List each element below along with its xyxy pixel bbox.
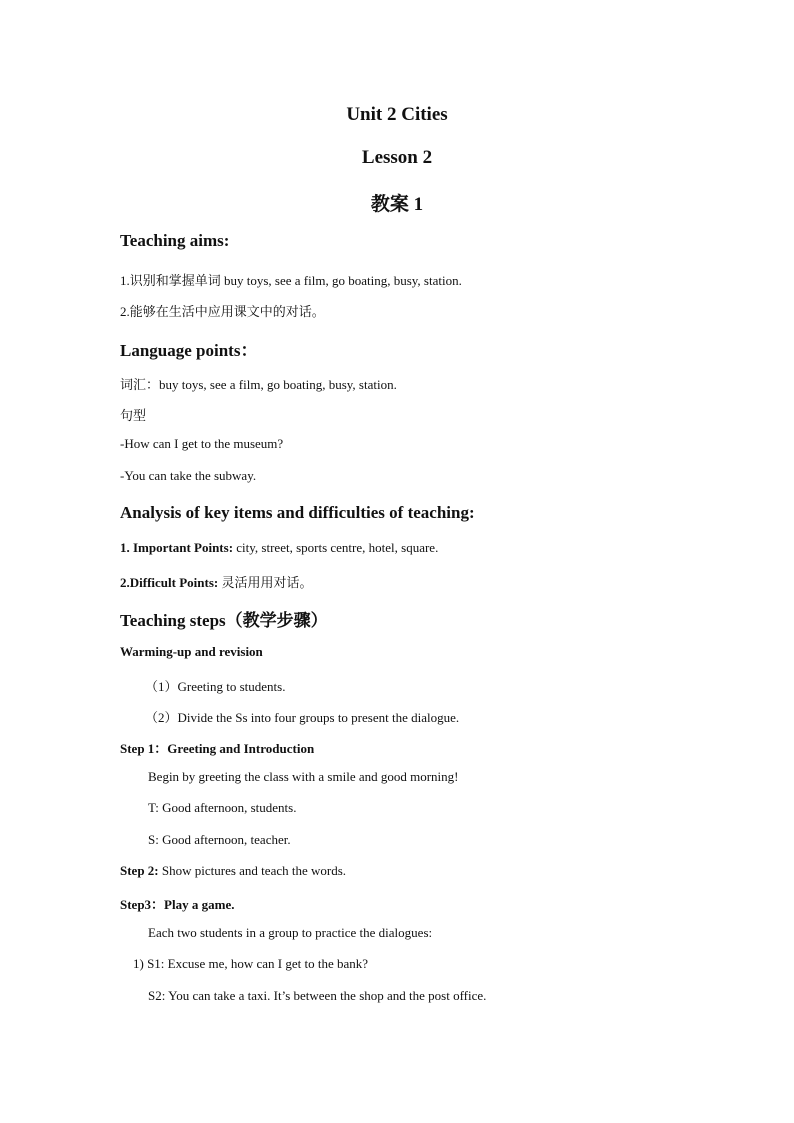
teaching-aims-heading: Teaching aims:: [120, 231, 230, 250]
step-1-line-3: S: Good afternoon, teacher.: [148, 832, 291, 847]
step-2-line: [120, 863, 346, 879]
step-1-line-2: T: Good afternoon, students.: [148, 800, 297, 815]
step-3-label: Step3：Play a game.: [120, 897, 235, 912]
important-points-label: 1. Important Points:: [120, 540, 234, 555]
step-3-intro: Each two students in a group to practice the dialogues:: [148, 925, 433, 940]
teaching-aim-2: 2.能够在生活中应用课文中的对话。: [120, 304, 325, 319]
difficult-points-label: 2.Difficult Points:: [120, 575, 219, 590]
sentence-pattern-label: 句型: [120, 408, 147, 423]
teaching-aim-1: 1.识别和掌握单词 buy toys, see a film, go boating, busy, station.: [120, 273, 462, 288]
lesson-plan-label: 教案 1: [370, 194, 424, 215]
sentence-pattern-2: -You can take the subway.: [120, 468, 257, 483]
sentence-pattern-1: -How can I get to the museum?: [120, 436, 284, 451]
step-3-item-1: 1) S1: Excuse me, how can I get to the bank?: [133, 956, 369, 971]
warming-up-label: Warming-up and revision: [120, 644, 263, 659]
step-1-line-1: Begin by greeting the class with a smile and good morning!: [148, 769, 459, 784]
language-points-heading: Language points：: [120, 341, 258, 360]
important-points: [120, 540, 438, 556]
teaching-steps-heading: Teaching steps（教学步骤）: [120, 611, 328, 630]
difficult-points: [120, 572, 312, 591]
step-3-item-1-reply: S2: You can take a taxi. It’s between the shop and the post office.: [148, 988, 487, 1003]
document-title: Unit 2 Cities: [346, 104, 448, 125]
warming-up-item-2: （2）Divide the Ss into four groups to present the dialogue.: [145, 710, 460, 725]
difficult-points-text: 灵活用用对话。: [218, 575, 313, 590]
analysis-heading: Analysis of key items and difficulties of teaching:: [120, 503, 475, 522]
step-2-text: Show pictures and teach the words.: [158, 863, 347, 878]
important-points-text: city, street, sports centre, hotel, square.: [233, 540, 439, 555]
vocabulary-line: 词汇：buy toys, see a film, go boating, busy, station.: [120, 377, 397, 392]
step-2-label: Step 2:: [120, 863, 159, 878]
step-1-label: Step 1：Greeting and Introduction: [120, 741, 315, 756]
warming-up-item-1: （1）Greeting to students.: [145, 679, 286, 694]
lesson-subtitle: Lesson 2: [361, 147, 433, 168]
